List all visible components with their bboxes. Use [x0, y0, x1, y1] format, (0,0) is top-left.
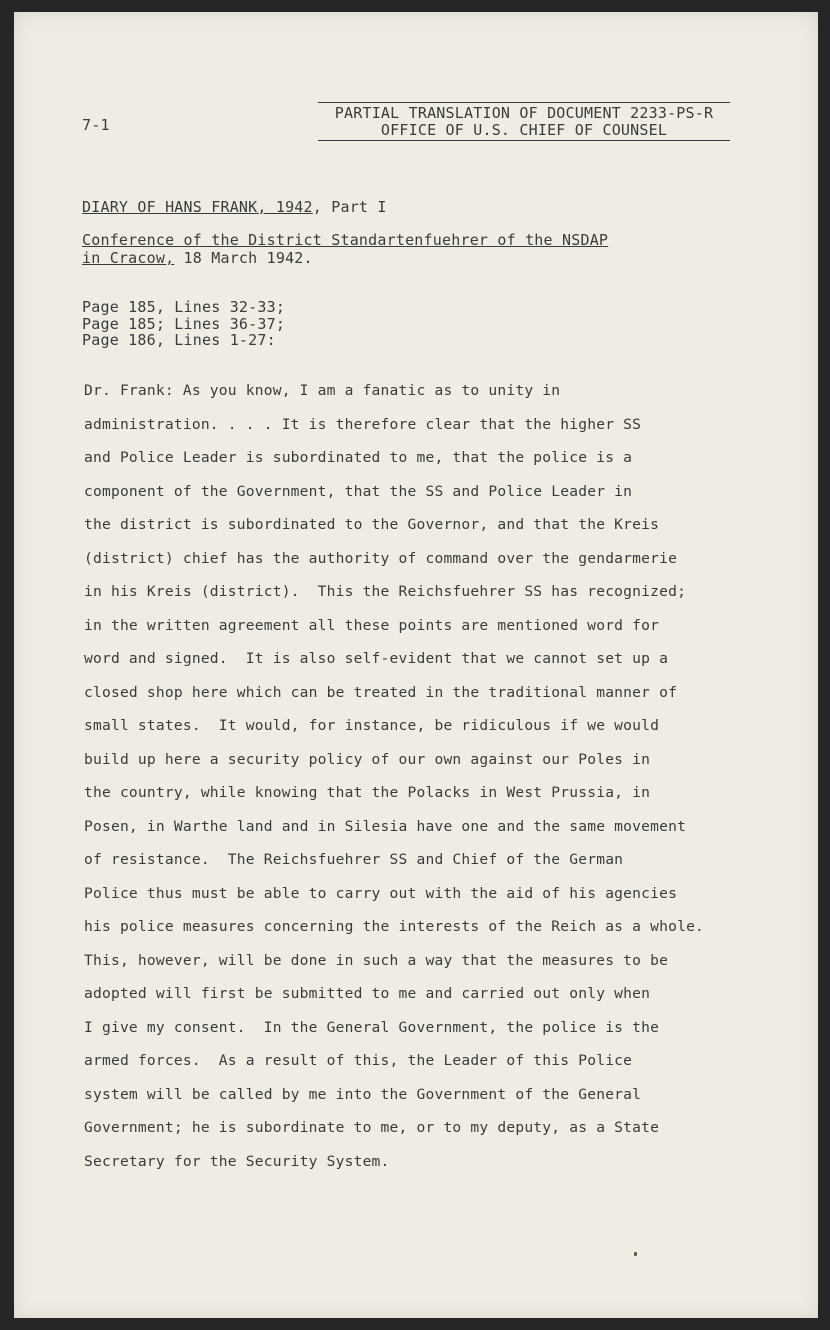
body-line: the country, while knowing that the Polacks in West Prussia, in: [84, 784, 651, 801]
body-line: Dr. Frank: As you know, I am a fanatic as to unity in: [84, 382, 561, 399]
body-line: closed shop here which can be treated in the traditional manner of: [84, 683, 678, 701]
body-line: and Police Leader is subordinated to me, that the police is a: [84, 449, 633, 466]
header-line-1: PARTIAL TRANSLATION OF DOCUMENT 2233-PS-R: [318, 102, 730, 122]
reference-line: Page 186, Lines 1-27:: [82, 331, 276, 349]
header-line-2: OFFICE OF U.S. CHIEF OF COUNSEL: [318, 122, 730, 141]
subtitle-line-1: Conference of the District Standartenfuehrer of the NSDAP: [82, 231, 609, 249]
page-number: 7-1: [82, 116, 110, 134]
body-line: adopted will first be submitted to me and carried out only when: [84, 985, 651, 1002]
translation-body: [84, 374, 804, 1178]
body-line: armed forces. As a result of this, the Leader of this Police: [84, 1052, 633, 1069]
title-main: DIARY OF HANS FRANK, 1942: [82, 198, 313, 216]
body-line: Government; he is subordinate to me, or to my deputy, as a State: [84, 1119, 660, 1136]
body-line: administration. . . . It is therefore clear that the higher SS: [84, 415, 642, 433]
document-title: [82, 198, 387, 216]
subtitle-date: 18 March 1942.: [174, 249, 313, 267]
body-line: Posen, in Warthe land and in Silesia have one and the same movement: [84, 817, 687, 835]
body-line: in his Kreis (district). This the Reichsfuehrer SS has recognized;: [84, 583, 687, 600]
body-line: Secretary for the Security System.: [84, 1152, 390, 1170]
body-line: component of the Government, that the SS and Police Leader in: [84, 482, 633, 500]
body-line: (district) chief has the authority of command over the gendarmerie: [84, 549, 678, 567]
reference-line: Page 185, Lines 32-33;: [82, 298, 286, 316]
title-rest: , Part I: [312, 198, 387, 216]
conference-subtitle: [82, 231, 608, 267]
body-line: build up here a security policy of our own against our Poles in: [84, 750, 651, 768]
body-line: Police thus must be able to carry out with the aid of his agencies: [84, 884, 678, 902]
ink-speck: [634, 1252, 637, 1256]
body-line: the district is subordinated to the Governor, and that the Kreis: [84, 516, 660, 533]
subtitle-place: in Cracow,: [82, 249, 175, 267]
body-line: system will be called by me into the Government of the General: [84, 1085, 642, 1103]
body-line: small states. It would, for instance, be ridiculous if we would: [84, 717, 660, 734]
document-page: [14, 12, 818, 1318]
body-line: in the written agreement all these points are mentioned word for: [84, 616, 660, 634]
document-content: [14, 12, 818, 1318]
body-line: word and signed. It is also self-evident that we cannot set up a: [84, 650, 669, 667]
body-line: This, however, will be done in such a way that the measures to be: [84, 951, 669, 969]
document-header: [318, 102, 730, 141]
page-references: [82, 299, 285, 349]
body-line: I give my consent. In the General Government, the police is the: [84, 1018, 660, 1036]
reference-line: Page 185; Lines 36-37;: [82, 314, 286, 333]
body-line: of resistance. The Reichsfuehrer SS and Chief of the German: [84, 851, 624, 868]
body-line: his police measures concerning the interests of the Reich as a whole.: [84, 918, 705, 935]
